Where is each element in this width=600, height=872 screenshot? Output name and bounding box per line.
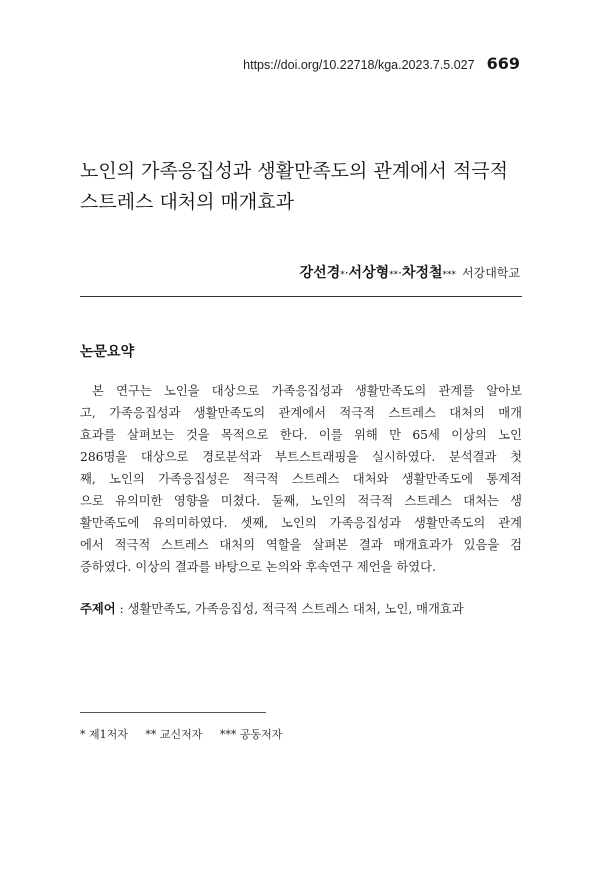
author-separator: · — [398, 266, 402, 280]
page-header — [243, 54, 520, 73]
footnote-mark: *** — [219, 728, 237, 741]
abstract-line: 증하였다. 이상의 결과를 바탕으로 논의와 후속연구 제언을 하였다. — [80, 560, 436, 574]
footnote-text: 교신저자 — [159, 728, 203, 741]
abstract-line: 활만족도에 유의미하였다. 셋째, 노인의 가족응집성과 생활만족도의 관계 — [80, 516, 522, 530]
footnote-co-author — [220, 728, 283, 741]
footnote-mark: ** — [145, 728, 157, 741]
doi-link[interactable]: https://doi.org/10.22718/kga.2023.7.5.027 — [243, 58, 475, 72]
author-mark: *** — [442, 270, 457, 280]
abstract-line: 286명을 대상으로 경로분석과 부트스트래핑을 실시하였다. 분석결과 첫 — [80, 450, 522, 464]
keywords-text: 생활만족도, 가족응집성, 적극적 스트레스 대처, 노인, 매개효과 — [127, 602, 464, 616]
abstract-body — [80, 380, 522, 578]
author-separator: · — [344, 266, 349, 280]
keywords-label: 주제어 — [80, 602, 116, 616]
affiliation: 서강대학교 — [462, 266, 520, 280]
footnote-mark: * — [80, 728, 86, 741]
header-divider — [80, 296, 522, 297]
title-line-2: 스트레스 대처의 매개효과 — [80, 191, 294, 213]
author-name: 차정철 — [401, 265, 443, 281]
keywords — [80, 598, 530, 620]
author-line — [300, 262, 520, 282]
footnote-text: 제1저자 — [89, 728, 128, 741]
abstract-line: 으로 유의미한 영향을 미쳤다. 둘째, 노인의 적극적 스트레스 대처는 생 — [80, 494, 522, 508]
author-name: 강선경 — [299, 265, 341, 281]
author-mark: * — [340, 270, 345, 280]
abstract-line: 본 연구는 노인을 대상으로 가족응집성과 생활만족도의 관계를 알아보 — [92, 384, 522, 398]
footnote-first-author — [80, 728, 128, 741]
author-mark: ** — [389, 270, 399, 280]
footnotes — [80, 726, 296, 742]
author-name: 서상형 — [348, 265, 390, 281]
page-number: 669 — [486, 54, 520, 73]
abstract-line: 째, 노인의 가족응집성은 적극적 스트레스 대처와 생활만족도에 통계적 — [80, 472, 522, 486]
abstract-heading: 논문요약 — [80, 344, 135, 360]
title-line-1: 노인의 가족응집성과 생활만족도의 관계에서 적극적 — [80, 160, 508, 182]
footnote-text: 공동저자 — [239, 728, 283, 741]
footnote-corresponding-author — [145, 728, 202, 741]
abstract-line: 고, 가족응집성과 생활만족도의 관계에서 적극적 스트레스 대처의 매개 — [80, 406, 522, 420]
abstract-line: 에서 적극적 스트레스 대처의 역할을 살펴본 결과 매개효과가 있음을 검 — [80, 538, 522, 552]
keywords-separator: : — [115, 602, 128, 616]
footnote-divider — [80, 712, 266, 713]
paper-title — [80, 156, 530, 218]
abstract-line: 효과를 살펴보는 것을 목적으로 한다. 이를 위해 만 65세 이상의 노인 — [80, 428, 522, 442]
